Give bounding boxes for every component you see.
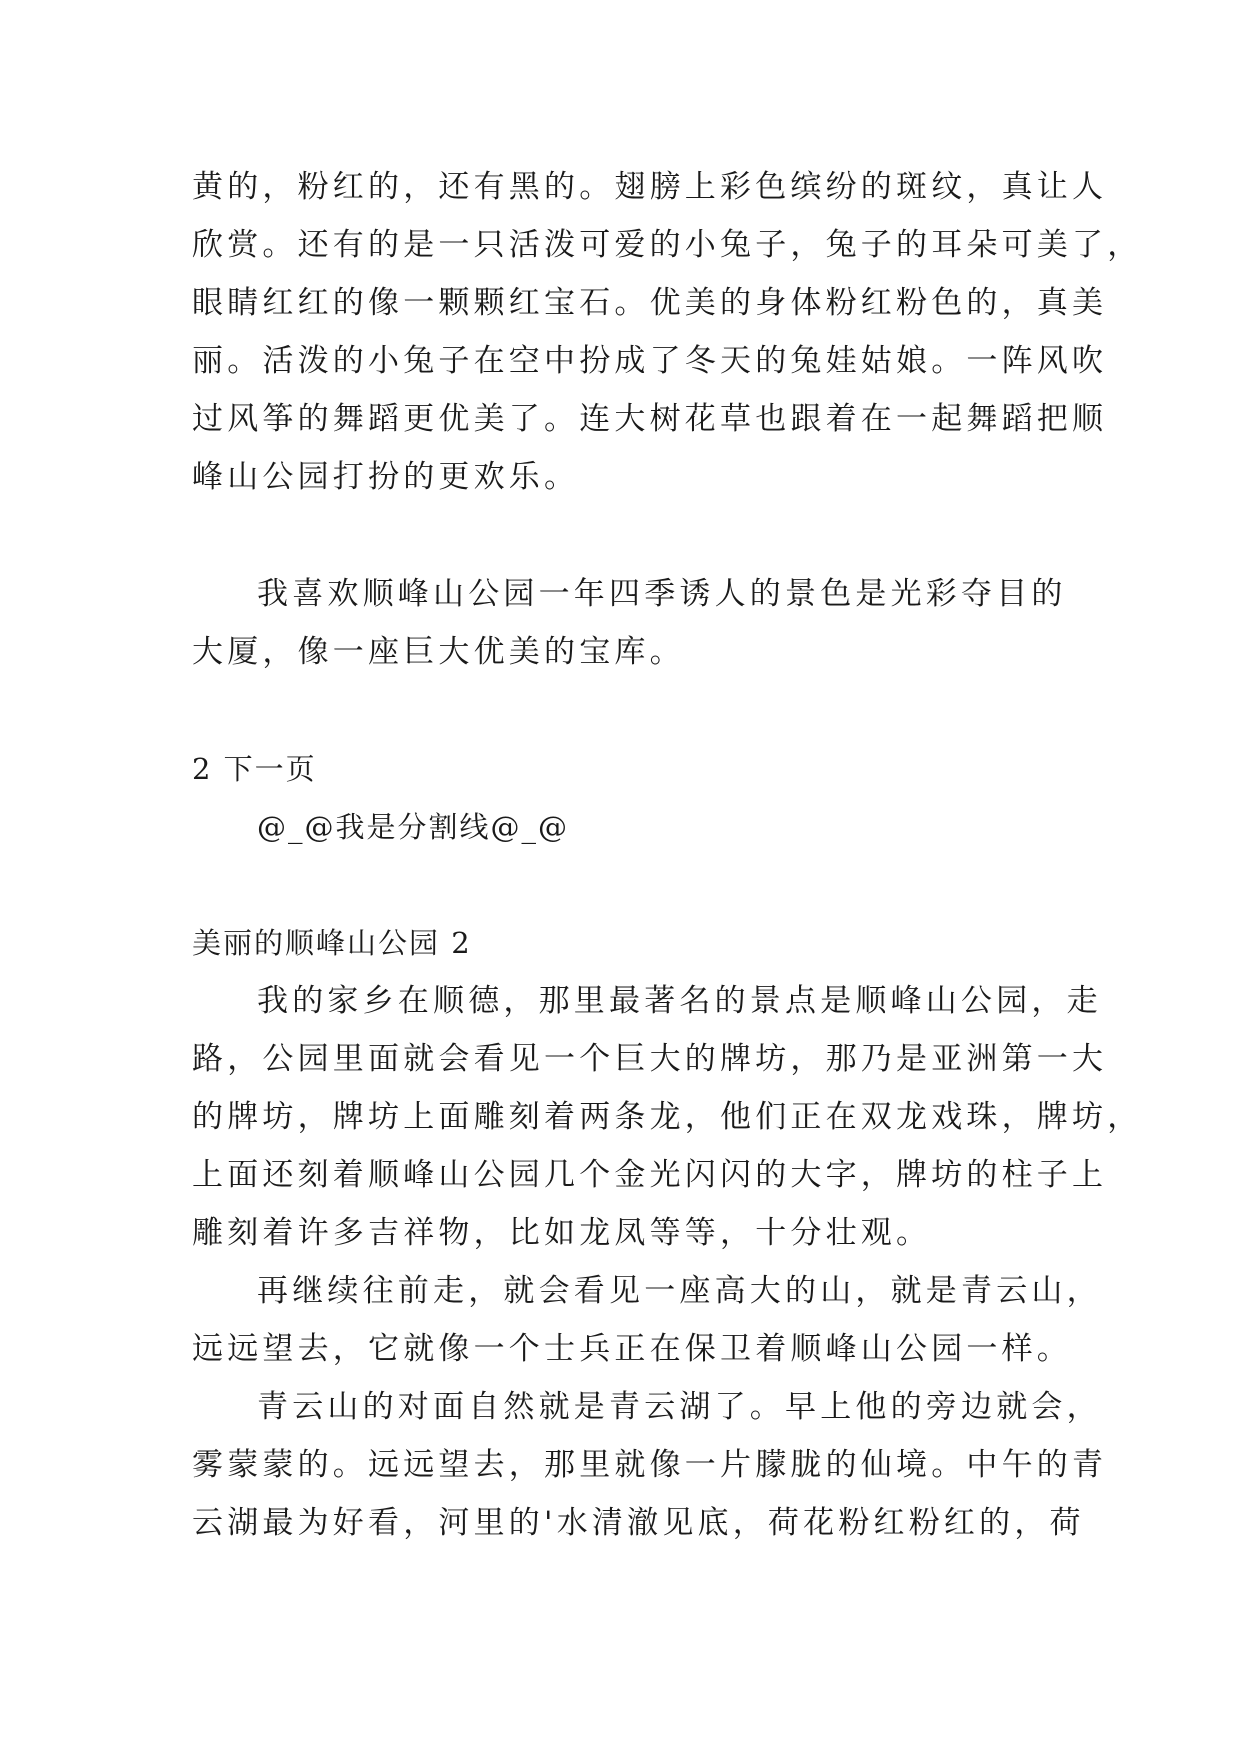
paragraph-line: 云湖最为好看，河里的'水清澈见底，荷花粉红粉红的，荷 xyxy=(192,1505,1085,1541)
paragraph-line: 青云山的对面自然就是青云湖了。早上他的旁边就会， xyxy=(257,1389,1102,1425)
paragraph-line: 丽。活泼的小兔子在空中扮成了冬天的兔娃姑娘。一阵风吹 xyxy=(192,343,1108,379)
paragraph-line: 的牌坊，牌坊上面雕刻着两条龙，他们正在双龙戏珠，牌坊， xyxy=(192,1099,1143,1135)
paragraph-line: 峰山公园打扮的更欢乐。 xyxy=(192,459,580,495)
page-nav-link[interactable]: 2 下一页 xyxy=(192,752,317,786)
paragraph-line: 我喜欢顺峰山公园一年四季诱人的景色是光彩夺目的 xyxy=(257,576,1067,612)
paragraph-line: 我的家乡在顺德，那里最著名的景点是顺峰山公园，走 xyxy=(257,983,1102,1019)
article-title: 美丽的顺峰山公园 2 xyxy=(192,926,472,960)
paragraph-line: 上面还刻着顺峰山公园几个金光闪闪的大字，牌坊的柱子上 xyxy=(192,1157,1108,1193)
paragraph-line: 过风筝的舞蹈更优美了。连大树花草也跟着在一起舞蹈把顺 xyxy=(192,401,1108,437)
paragraph-line: 大厦，像一座巨大优美的宝库。 xyxy=(192,634,685,670)
paragraph-line: 欣赏。还有的是一只活泼可爱的小兔子，兔子的耳朵可美了， xyxy=(192,227,1143,263)
paragraph-line: 路，公园里面就会看见一个巨大的牌坊，那乃是亚洲第一大 xyxy=(192,1041,1108,1077)
paragraph-line: 远远望去，它就像一个士兵正在保卫着顺峰山公园一样。 xyxy=(192,1331,1072,1367)
paragraph-line: 黄的，粉红的，还有黑的。翅膀上彩色缤纷的斑纹，真让人 xyxy=(192,169,1108,205)
paragraph-line: 再继续往前走，就会看见一座高大的山，就是青云山， xyxy=(257,1273,1102,1309)
paragraph-line: 雾蒙蒙的。远远望去，那里就像一片朦胧的仙境。中午的青 xyxy=(192,1447,1108,1483)
paragraph-line: 眼睛红红的像一颗颗红宝石。优美的身体粉红粉色的，真美 xyxy=(192,285,1108,321)
paragraph-line: 雕刻着许多吉祥物，比如龙凤等等，十分壮观。 xyxy=(192,1215,932,1251)
section-divider: @_@我是分割线@_@ xyxy=(257,810,570,844)
